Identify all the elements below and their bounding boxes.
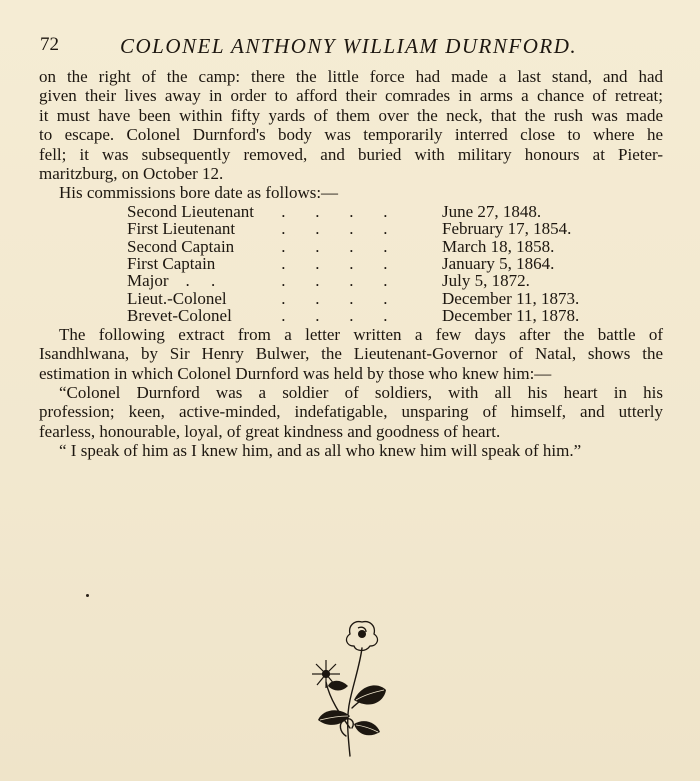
rank-cell: Major . .	[127, 271, 216, 291]
text-line: fell; it was subsequently removed, and buried with military honours at Pieter-	[39, 144, 663, 164]
commissions-table	[127, 203, 642, 325]
text-line: Isandhlwana, by Sir Henry Bulwer, the Lieutenant-Governor of Natal, shows the	[39, 344, 663, 364]
date-cell: June 27, 1848.	[442, 201, 542, 221]
quote-soldier	[39, 383, 663, 441]
quote-speak	[39, 441, 663, 460]
running-head: COLONEL ANTHONY WILLIAM DURNFORD.	[120, 34, 578, 58]
text-line: maritzburg, on October 12.	[39, 164, 224, 184]
ink-speck	[86, 594, 89, 597]
text-line: “ I speak of him as I knew him, and as all who knew him will speak of him.”	[59, 441, 582, 461]
text-line: to escape. Colonel Durnford's body was temporarily interred close to where he	[39, 125, 663, 145]
rank-cell: Second Captain	[127, 236, 235, 256]
body-text	[39, 67, 663, 461]
text-line: it must have been within fifty yards of them over the neck, that the rush was made	[39, 105, 663, 125]
table-row	[127, 307, 642, 324]
leader-dots: . . . .	[277, 271, 388, 291]
rank-label: Major	[127, 271, 169, 291]
floral-fleuron-icon	[300, 608, 400, 758]
table-row	[127, 290, 642, 307]
text-line: His commissions bore date as follows:—	[59, 183, 339, 203]
commissions-intro	[39, 183, 663, 202]
rank-cell: Brevet-Colonel	[127, 306, 232, 326]
table-row	[127, 255, 642, 272]
page-number: 72	[40, 34, 59, 55]
paragraph-burial	[39, 67, 663, 183]
page-header	[40, 34, 670, 60]
date-cell: February 17, 1854.	[442, 219, 572, 239]
leader-dots: . . . .	[277, 201, 388, 221]
table-row	[127, 220, 642, 237]
text-line: on the right of the camp: there the little force had made a last stand, and had	[39, 67, 663, 86]
date-cell: July 5, 1872.	[442, 271, 530, 291]
paragraph-extract-intro	[39, 325, 663, 383]
leader-dots: . . . .	[277, 236, 388, 256]
date-cell: January 5, 1864.	[442, 254, 555, 274]
leader-dots: . . . .	[277, 219, 388, 239]
text-line: profession; keen, active-minded, indefatigable, unsparing of himself, and utterly	[39, 402, 663, 422]
leader-dots: . . . .	[277, 254, 388, 274]
rank-cell: First Captain	[127, 254, 216, 274]
date-cell: December 11, 1878.	[442, 306, 580, 326]
rank-cell: First Lieutenant	[127, 219, 236, 239]
date-cell: March 18, 1858.	[442, 236, 555, 256]
table-row	[127, 203, 642, 220]
text-line: given their lives away in order to afford their comrades in arms a chance of retreat;	[39, 86, 663, 106]
leader-dots: . . . .	[277, 306, 388, 326]
text-line: “Colonel Durnford was a soldier of soldiers, with all his heart in his	[59, 382, 663, 402]
text-line: The following extract from a letter written a few days after the battle of	[59, 324, 663, 344]
date-cell: December 11, 1873.	[442, 288, 580, 308]
rank-cell: Lieut.-Colonel	[127, 288, 227, 308]
leader-dots: . . . .	[277, 288, 388, 308]
text-line: estimation in which Colonel Durnford was held by those who knew him:—	[39, 363, 552, 383]
table-row	[127, 238, 642, 255]
rank-cell: Second Lieutenant	[127, 201, 254, 221]
text-line: fearless, honourable, loyal, of great kindness and goodness of heart.	[39, 421, 501, 441]
table-row	[127, 272, 642, 289]
